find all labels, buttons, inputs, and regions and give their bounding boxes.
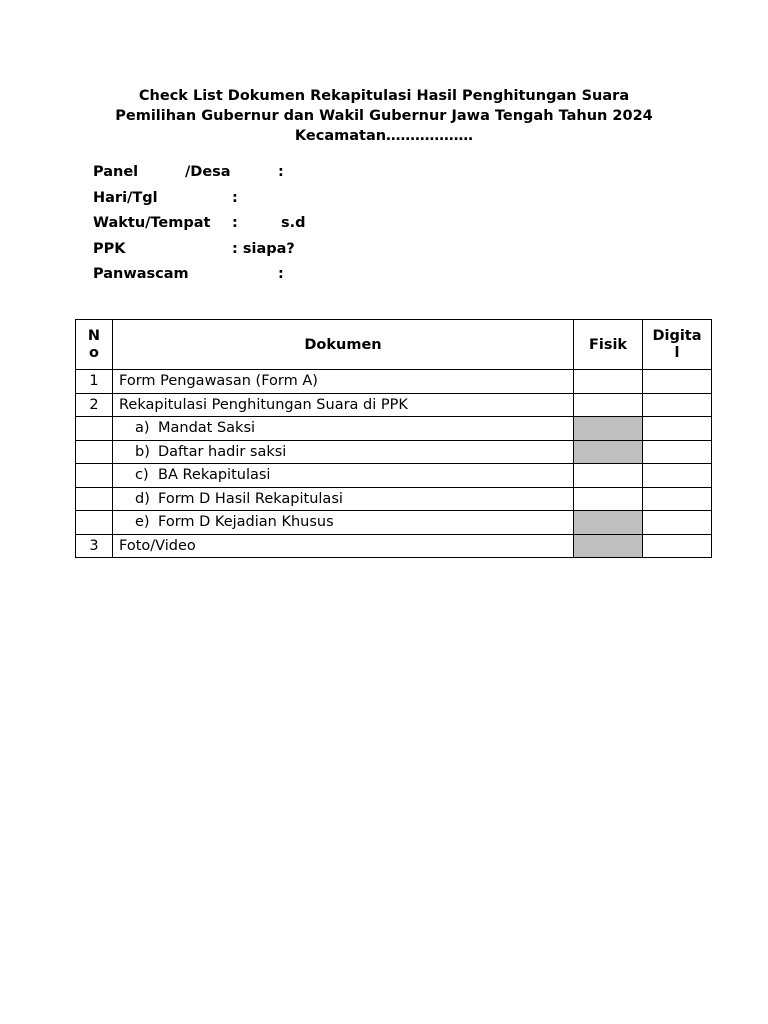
document-name: Mandat Saksi [158, 420, 256, 437]
desa-label: /Desa [185, 164, 231, 180]
header-digital-line-1: Digita [652, 327, 702, 344]
cell-dokumen [113, 464, 574, 488]
cell-dokumen [113, 534, 574, 558]
title-line-2: Pemilihan Gubernur dan Wakil Gubernur Jawa Tengah Tahun 2024 [115, 108, 653, 124]
document-name: Form Pengawasan (Form A) [119, 373, 318, 390]
document-name: Rekapitulasi Penghitungan Suara di PPK [119, 396, 408, 413]
cell-dokumen [113, 440, 574, 464]
cell-fisik[interactable] [574, 393, 643, 417]
header-no-line-1: N [87, 327, 101, 344]
document-name: Form D Hasil Rekapitulasi [158, 490, 343, 507]
cell-digital[interactable] [643, 534, 712, 558]
cell-no [76, 417, 113, 441]
hari-colon: : [232, 189, 238, 206]
panwascam-label: Panwascam [93, 266, 189, 283]
table-row [76, 534, 712, 558]
sub-item-letter: b) [135, 443, 150, 460]
table-row [76, 511, 712, 535]
cell-dokumen [113, 370, 574, 394]
cell-fisik[interactable] [574, 417, 643, 441]
cell-digital[interactable] [643, 487, 712, 511]
checklist-table [75, 319, 712, 558]
header-no [76, 320, 113, 370]
cell-no [76, 464, 113, 488]
table-row [76, 370, 712, 394]
cell-no [76, 487, 113, 511]
cell-dokumen [113, 417, 574, 441]
panel-colon: : [278, 164, 284, 180]
table-row [76, 417, 712, 441]
title-line-1: Check List Dokumen Rekapitulasi Hasil Penghitungan Suara [138, 88, 630, 104]
header-digital [643, 320, 712, 370]
cell-fisik[interactable] [574, 370, 643, 394]
hari-label: Hari/Tgl [93, 189, 158, 206]
cell-dokumen [113, 511, 574, 535]
document-name: Daftar hadir saksi [158, 443, 287, 460]
cell-fisik[interactable] [574, 511, 643, 535]
cell-digital[interactable] [643, 440, 712, 464]
cell-fisik[interactable] [574, 464, 643, 488]
document-title [60, 86, 708, 146]
table-row [76, 487, 712, 511]
cell-dokumen [113, 393, 574, 417]
cell-digital[interactable] [643, 511, 712, 535]
cell-digital[interactable] [643, 370, 712, 394]
cell-no: 2 [76, 393, 113, 417]
panel-label: Panel [93, 164, 139, 180]
cell-fisik[interactable] [574, 534, 643, 558]
header-no-line-2: o [89, 344, 99, 361]
cell-no [76, 440, 113, 464]
cell-digital[interactable] [643, 417, 712, 441]
sub-item-letter: a) [135, 420, 150, 437]
table-row [76, 464, 712, 488]
ppk-label: PPK [93, 240, 126, 257]
waktu-colon: : [232, 215, 238, 232]
table-row [76, 440, 712, 464]
waktu-sd: s.d [281, 215, 306, 232]
document-name: BA Rekapitulasi [158, 467, 271, 484]
table-header-row [76, 320, 712, 370]
cell-fisik[interactable] [574, 440, 643, 464]
title-line-3: Kecamatan……………… [294, 128, 474, 144]
cell-no [76, 511, 113, 535]
waktu-label: Waktu/Tempat [93, 215, 211, 232]
cell-no: 3 [76, 534, 113, 558]
document-name: Foto/Video [119, 537, 196, 554]
header-digital-line-2: l [674, 344, 680, 361]
sub-item-letter: d) [135, 490, 150, 507]
panwascam-colon: : [278, 266, 284, 283]
ppk-value: : siapa? [232, 240, 295, 257]
sub-item-letter: c) [135, 467, 149, 484]
document-name: Form D Kejadian Khusus [158, 514, 334, 531]
header-fisik: Fisik [574, 320, 643, 370]
cell-digital[interactable] [643, 393, 712, 417]
cell-fisik[interactable] [574, 487, 643, 511]
table-row [76, 393, 712, 417]
cell-dokumen [113, 487, 574, 511]
header-dokumen: Dokumen [113, 320, 574, 370]
cell-no: 1 [76, 370, 113, 394]
cell-digital[interactable] [643, 464, 712, 488]
sub-item-letter: e) [135, 514, 150, 531]
